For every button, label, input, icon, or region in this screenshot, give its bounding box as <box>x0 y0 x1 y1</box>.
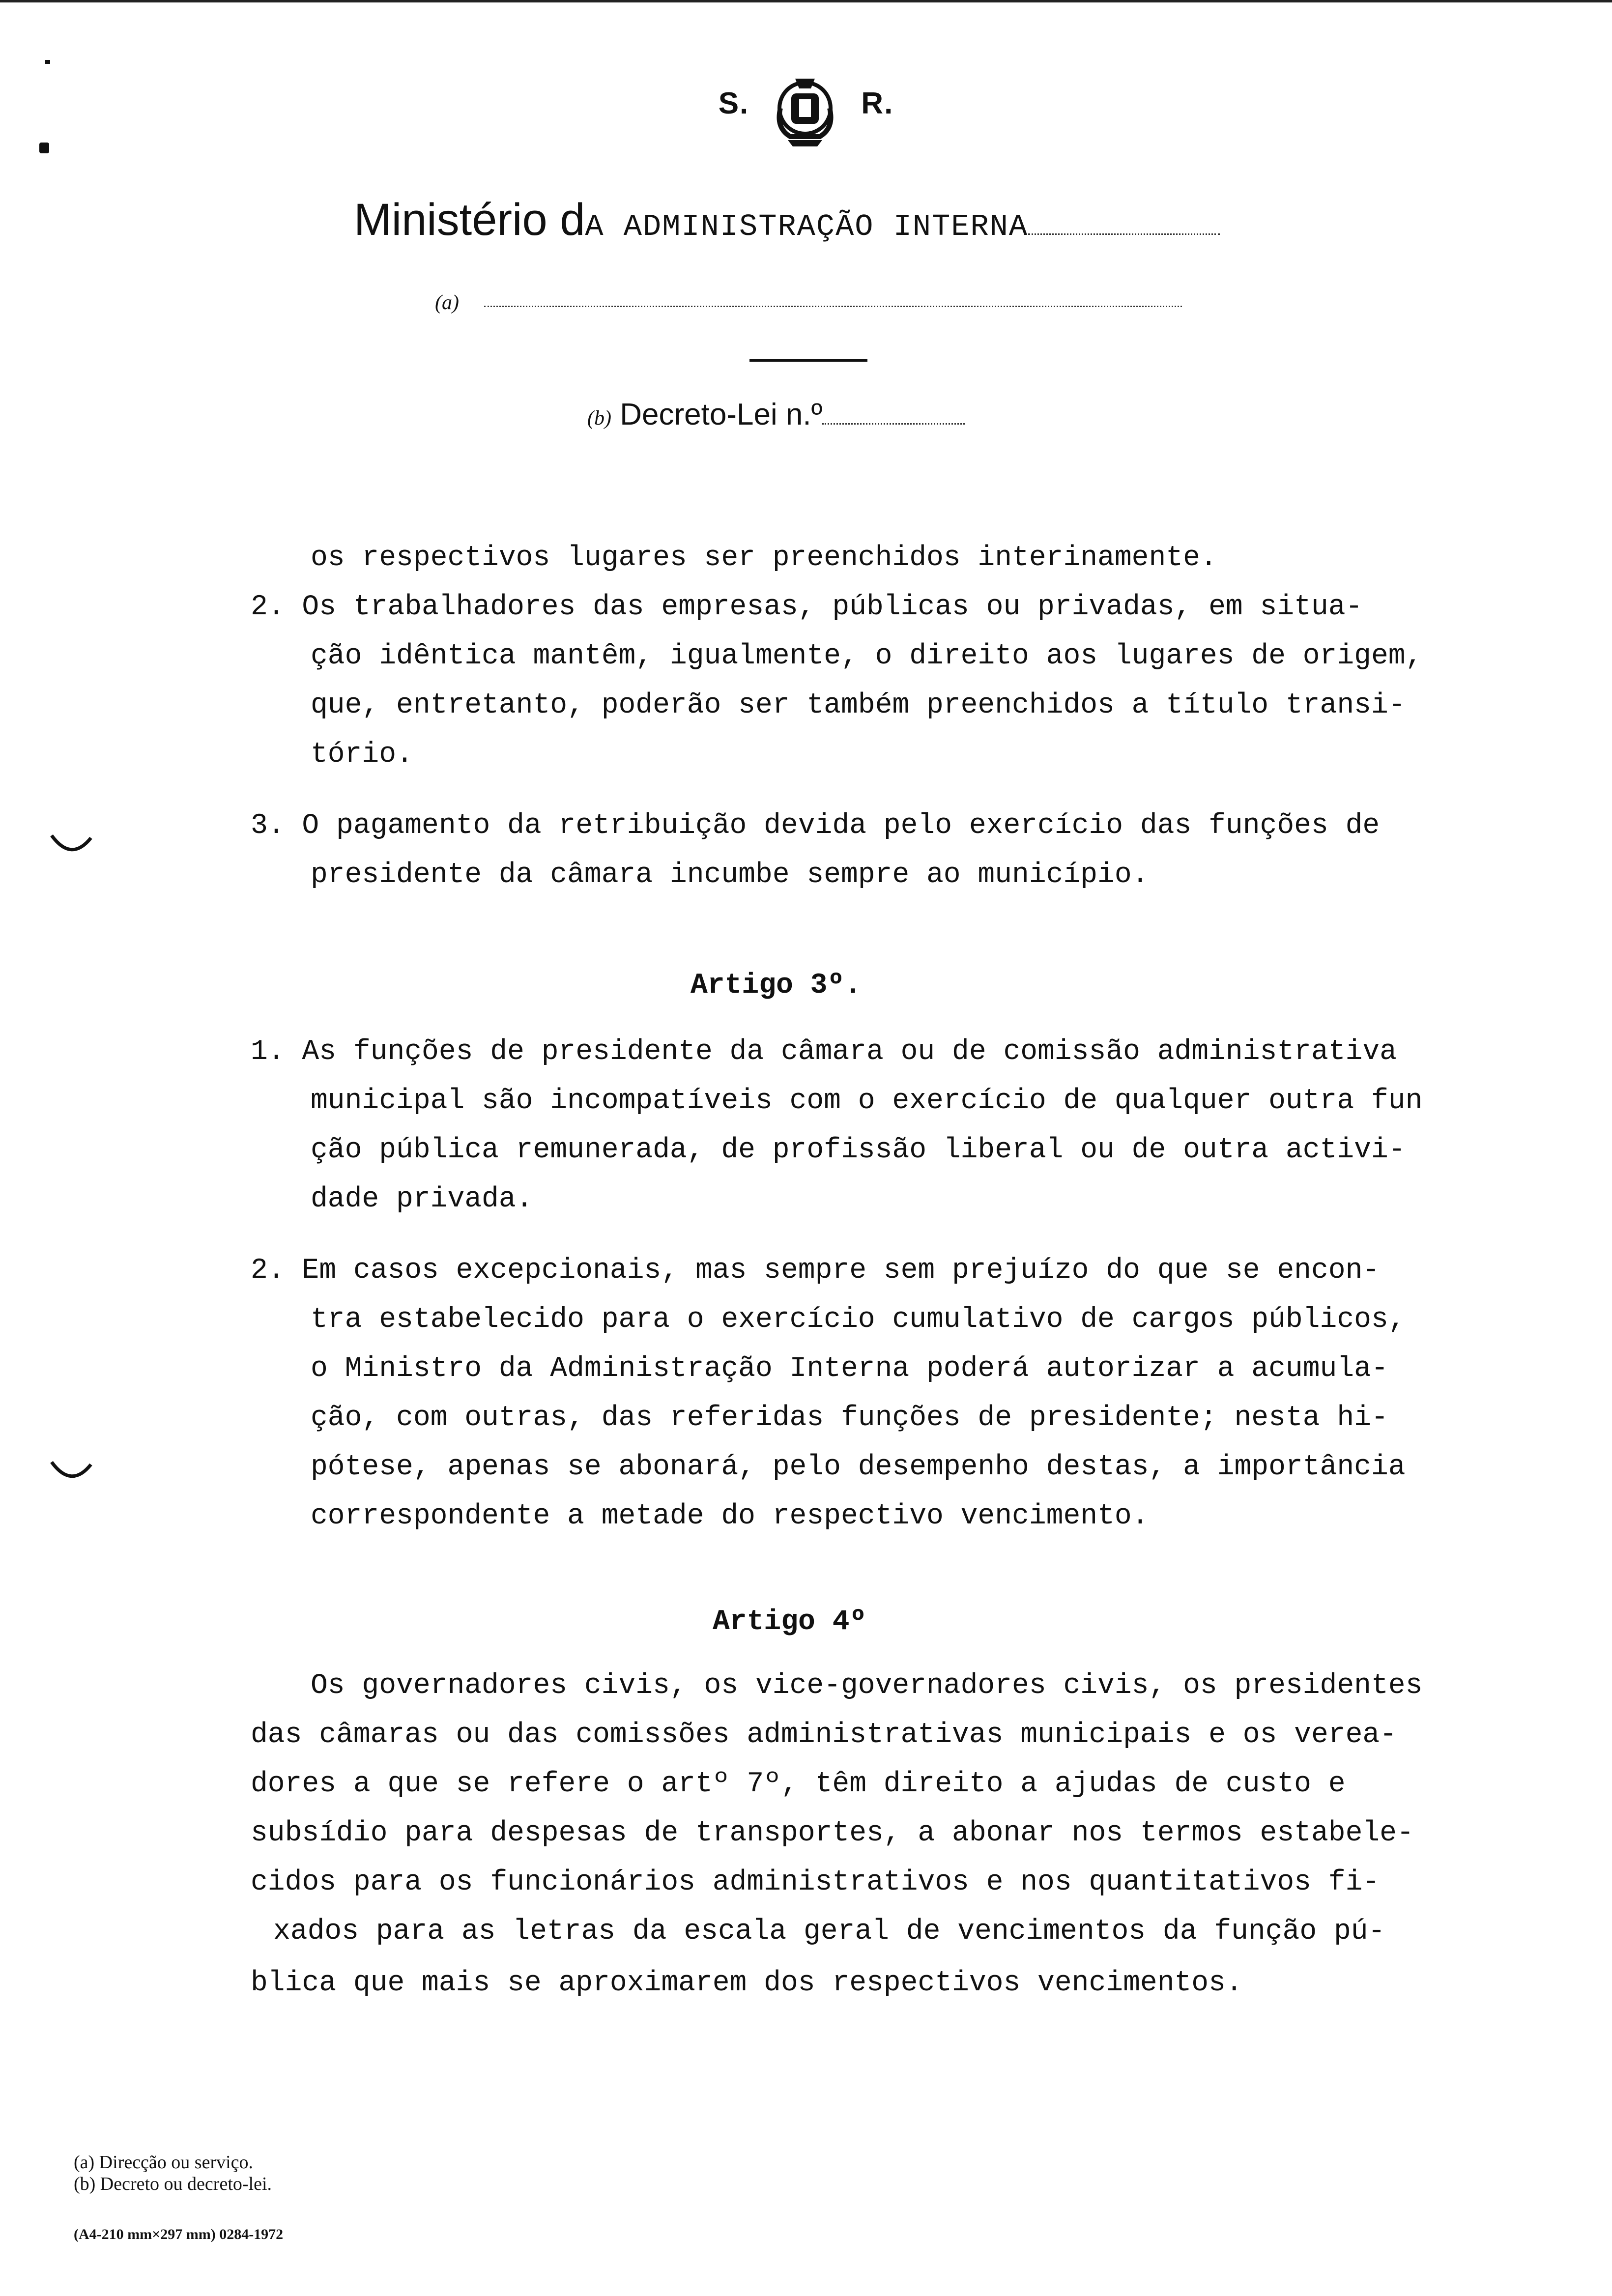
header-letter-s: S. <box>718 86 749 121</box>
body-line: que, entretanto, poderão ser também preenchidos a título transi- <box>311 689 1406 721</box>
body-line: subsídio para despesas de transportes, a abonar nos termos estabele- <box>251 1817 1414 1849</box>
punch-hole-mark-icon <box>49 1460 93 1489</box>
body-line: dade privada. <box>311 1183 533 1215</box>
body-line: blica que mais se aproximarem dos respectivos vencimentos. <box>251 1967 1243 1999</box>
direction-dotted-line <box>484 306 1182 307</box>
article-heading: Artigo 3º. <box>691 970 862 1002</box>
body-line: os respectivos lugares ser preenchidos interinamente. <box>311 542 1217 574</box>
republic-header <box>0 74 1612 150</box>
direction-label: (a) <box>435 291 459 314</box>
body-line: das câmaras ou das comissões administrativas municipais e os verea- <box>251 1719 1397 1751</box>
coat-of-arms-icon <box>771 74 839 150</box>
body-line: tra estabelecido para o exercício cumulativo de cargos públicos, <box>311 1304 1406 1336</box>
margin-speck <box>39 143 49 153</box>
top-edge-rule <box>0 0 1612 2</box>
body-line: ção idêntica mantêm, igualmente, o direito aos lugares de origem, <box>311 640 1423 672</box>
footnote-a: (a) Direcção ou serviço. <box>74 2152 254 2173</box>
header-letter-r: R. <box>861 86 894 121</box>
decreto-dotted-line <box>822 418 965 425</box>
body-line: municipal são incompatíveis com o exercício de qualquer outra fun <box>311 1085 1423 1117</box>
ministry-title <box>354 194 1220 246</box>
article-heading: Artigo 4º <box>713 1606 867 1638</box>
body-line: 3. O pagamento da retribuição devida pelo exercício das funções de <box>251 810 1380 842</box>
body-line: xados para as letras da escala geral de vencimentos da função pú- <box>273 1916 1385 1948</box>
decreto-label: Decreto-Lei n.º <box>620 398 823 431</box>
punch-hole-mark-icon <box>49 833 93 862</box>
body-line: presidente da câmara incumbe sempre ao município. <box>311 859 1149 891</box>
ministry-dotted-line <box>1028 224 1220 235</box>
body-line: tório. <box>311 739 413 771</box>
ministry-prefix: Ministério d <box>354 195 585 245</box>
body-line: dores a que se refere o artº 7º, têm direito a ajudas de custo e <box>251 1768 1346 1800</box>
body-line: cidos para os funcionários administrativos e nos quantitativos fi- <box>251 1866 1380 1898</box>
decreto-marker: (b) <box>587 407 611 430</box>
body-line: ção, com outras, das referidas funções de presidente; nesta hi- <box>311 1402 1388 1434</box>
body-line: o Ministro da Administração Interna poderá autorizar a acumula- <box>311 1353 1388 1385</box>
decreto-line <box>587 397 965 432</box>
body-line: 2. Em casos excepcionais, mas sempre sem prejuízo do que se encon- <box>251 1255 1380 1287</box>
body-line: 2. Os trabalhadores das empresas, públicas ou privadas, em situa- <box>251 591 1363 623</box>
margin-speck <box>45 60 50 64</box>
footnote-b: (b) Decreto ou decreto-lei. <box>74 2174 272 2194</box>
direction-line <box>435 291 459 315</box>
body-line: ção pública remunerada, de profissão liberal ou de outra activi- <box>311 1134 1406 1166</box>
body-line: 1. As funções de presidente da câmara ou de comissão administrativa <box>251 1036 1397 1068</box>
body-line: correspondente a metade do respectivo vencimento. <box>311 1500 1149 1532</box>
ministry-name: A ADMINISTRAÇÃO INTERNA <box>585 209 1029 244</box>
body-line: Os governadores civis, os vice-governadores civis, os presidentes <box>311 1670 1423 1702</box>
header-rule <box>749 359 867 362</box>
form-code: (A4-210 mm×297 mm) 0284-1972 <box>74 2226 284 2242</box>
body-line: pótese, apenas se abonará, pelo desempenho destas, a importância <box>311 1451 1406 1483</box>
